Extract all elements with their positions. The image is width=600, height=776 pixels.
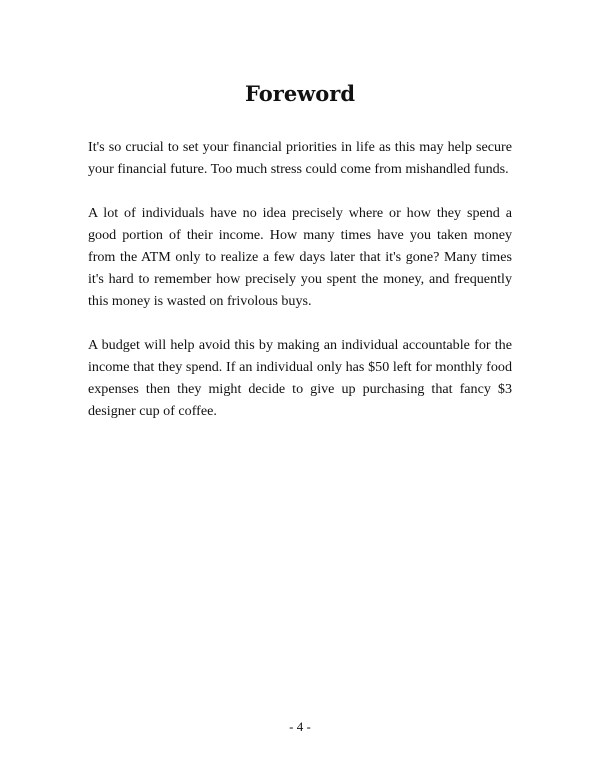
page-title: Foreword — [244, 81, 356, 106]
paragraph-1: It's so crucial to set your financial priorities in life as this may help secure your financial future. Too much stress could come from mishandled funds. — [88, 139, 512, 177]
page-number: - 4 - — [289, 719, 311, 734]
document-body — [88, 136, 512, 444]
paragraph-3: A budget will help avoid this by making an individual accountable for the income that they spend. If an individual only has $50 left for monthly food expenses then they might decide to give up purchasing that fancy $3 designer cup of coffee. — [88, 337, 512, 419]
paragraph-2: A lot of individuals have no idea precisely where or how they spend a good portion of their income. How many times have you taken money from the ATM only to realize a few days later that it's gone? Many times it's hard to remember how precisely you spent the money, and frequently this money is wasted on frivolous buys. — [88, 205, 512, 309]
